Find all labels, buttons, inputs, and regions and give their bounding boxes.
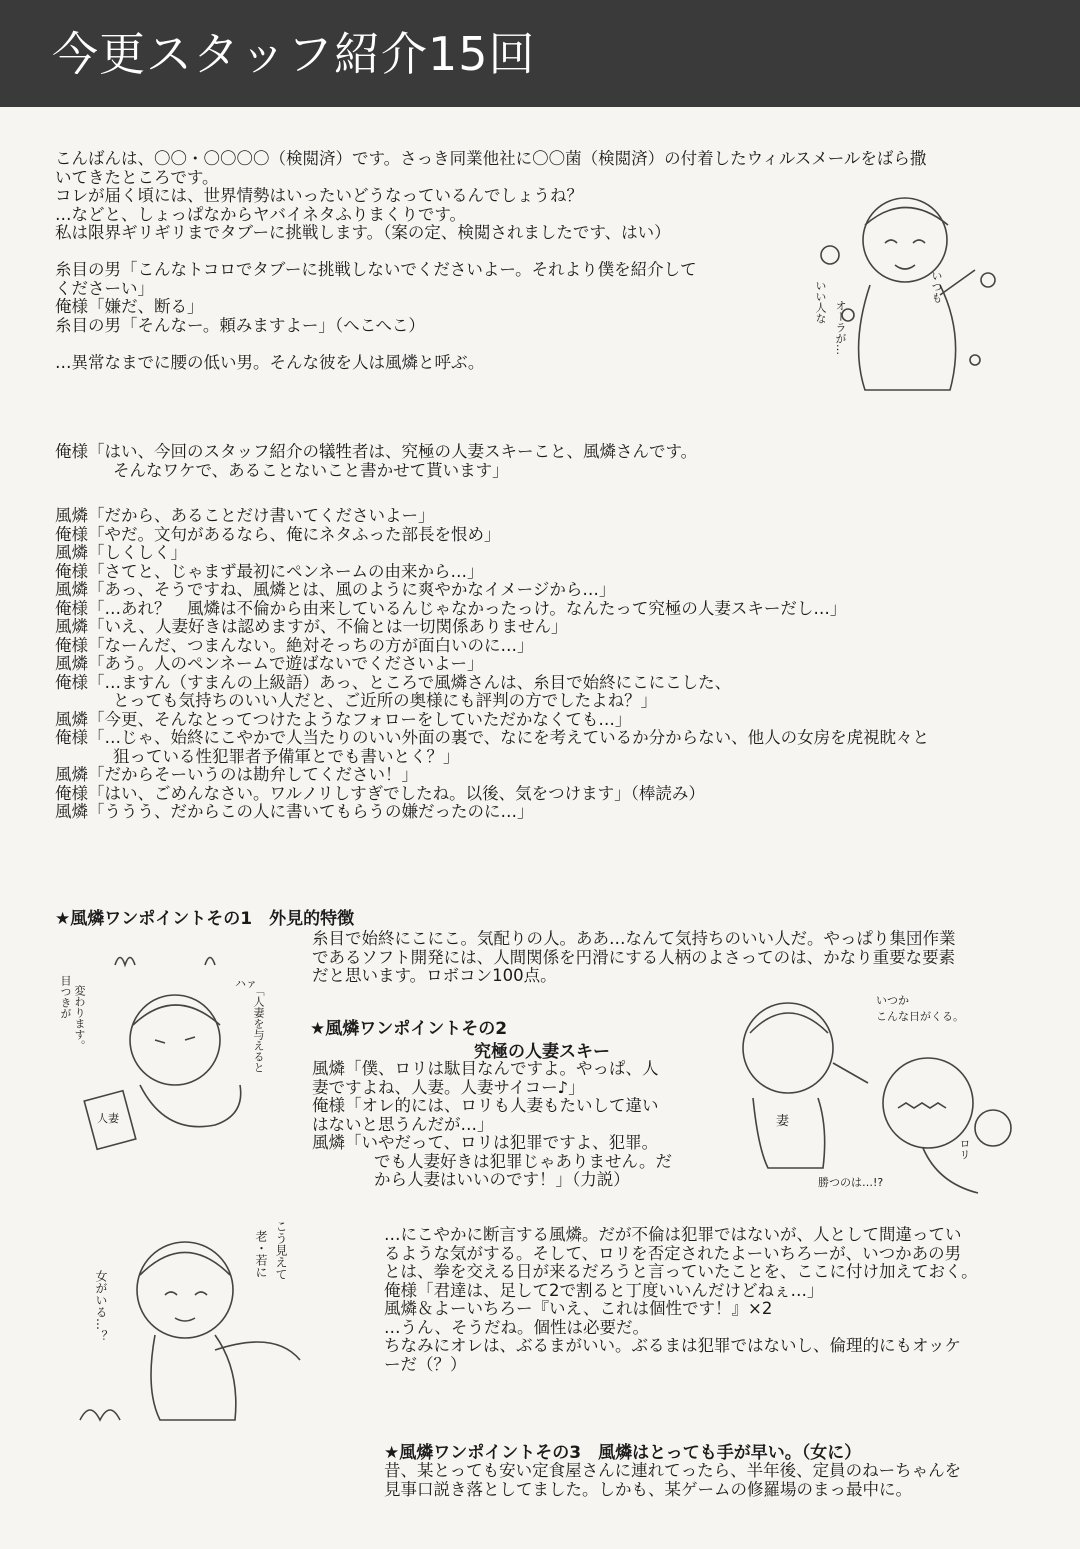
point2-followup (384, 1226, 978, 1374)
text-line: るような気がする。そして、ロリを否定されたよーいちろーが、いつかあの男 (384, 1243, 962, 1263)
text-line (55, 243, 926, 262)
text-line: 糸目の男「こんなトコロでタブーに挑戦しないでくださいよー。それより僕を紹介して (55, 260, 697, 279)
text-line: 風燐「あっ、そうですね、風燐とは、風のように爽やかなイメージから…」 (55, 580, 616, 599)
text-line: コレが届く頃には、世界情勢はいったいどうなっているんでしょうね？ (55, 186, 583, 205)
sketch-note: 変わります。 (73, 985, 86, 1051)
text-line: 俺様「はい、ごめんなさい。ワルノリしすぎでしたね。以後、気をつけます」（棒読み） (55, 783, 705, 803)
sketch-running-man-illustration (65, 1220, 365, 1465)
text-line: …異常なまでに腰の低い男。そんな彼を人は風燐と呼ぶ。 (55, 352, 485, 372)
text-line: …などと、しょっぱなからヤバイネタふりまくりです。 (55, 204, 467, 224)
sketch-note: 人妻 (97, 1112, 119, 1125)
text-line: とは、拳を交える日が来るだろうと言っていたことを、ここに付け加えておく。 (384, 1262, 978, 1281)
text-line: いてきたところです。 (55, 167, 219, 187)
sketch-note: 目つきが (59, 975, 72, 1019)
sketch-note: いい人な (814, 280, 827, 324)
text-line: 俺様「オレ的には、ロリも人妻もたいして違い (312, 1096, 659, 1115)
text-line: 風燐「いやだって、ロリは犯罪ですよ、犯罪。 (312, 1133, 659, 1152)
text-line: 俺様「やだ。文句があるなら、俺にネタふった部長を恨め」 (55, 524, 501, 544)
text-line: 糸目の男「そんなー。頼みますよー」（へこへこ） (55, 315, 425, 335)
text-line: 俺様「…ますん（すまんの上級語）あっ、ところで風燐さんは、糸目で始終にこにこした、 (55, 672, 732, 692)
sketch-note: いつも (930, 270, 943, 303)
point2-heading: ★風燐ワンポイントその2 (310, 1019, 508, 1039)
text-line: はないと思うんだが…」 (312, 1114, 494, 1134)
text-line: 俺様「さてと、じゃまず最初にペンネームの由来から…」 (55, 561, 484, 581)
sketch-fight-illustration (728, 988, 1018, 1203)
text-line: 妻ですよね、人妻。人妻サイコー♪」 (312, 1077, 585, 1097)
intro-text (55, 150, 926, 372)
text-line: 俺様「…あれ？ 風燐は不倫から由来しているんじゃなかったっけ。なんたって究極の人妻スキーだし…」 (55, 598, 847, 618)
text-line: ちなみにオレは、ぶるまがいい。ぶるまは犯罪ではないし、倫理的にもオッケ (384, 1336, 962, 1355)
sketch-note: 「人妻を与えると (252, 985, 265, 1073)
text-line: 風燐「ううう、だからこの人に書いてもらうの嫌だったのに…」 (55, 802, 534, 821)
sketch-note: いつか (876, 994, 909, 1007)
text-line: 俺様「はい、今回のスタッフ紹介の犠牲者は、究極の人妻スキーこと、風燐さんです。 (55, 442, 698, 461)
text-line: 昔、某とっても安い定食屋さんに連れてったら、半年後、定員のねーちゃんを (384, 1461, 962, 1480)
text-line: 糸目で始終にこにこ。気配りの人。ああ…なんて気持ちのいい人だ。やっぱり集団作業 (312, 929, 956, 948)
text-line: 俺様「…じゃ、始終にこやかで人当たりのいい外面の裏で、なにを考えているか分からない、他人の女房を虎視眈々と (55, 728, 930, 747)
text-line: 風燐「いえ、人妻好きは認めますが、不倫とは一切関係ありません」 (55, 617, 568, 636)
sketch-note: こう見えて (274, 1220, 288, 1280)
sketch-note: 女がいる…？ (94, 1270, 108, 1342)
text-line: だと思います。ロボコン100点。 (312, 966, 557, 985)
text-line: 風燐「だからそーいうのは勘弁してください！」 (55, 765, 418, 784)
text-line: こんばんは、〇〇・〇〇〇〇（検閲済）です。さっき同業他社に〇〇菌（検閲済）の付着したウィルスメールをばら撒 (55, 149, 927, 168)
sketch-note: 妻 (776, 1114, 790, 1129)
text-line (55, 335, 926, 354)
sketch-book-reader-illustration (55, 945, 295, 1155)
sketch-note: ロリ (958, 1138, 971, 1160)
text-line: そんなワケで、あることないこと書かせて貰います」 (113, 460, 509, 480)
text-line: 風燐「今更、そんなとってつけたようなフォローをしていただかなくても…」 (55, 709, 632, 729)
text-line: 狙っている性犯罪者予備軍とでも書いとく？」 (113, 746, 460, 766)
text-line: ーだ（？） (384, 1354, 467, 1374)
sketch-note: ハァ (235, 977, 257, 990)
sketch-note: 老・若に (254, 1230, 268, 1278)
sketch-smiling-man-illustration (810, 185, 1010, 415)
sketch-note: オーラが… (834, 300, 847, 355)
text-line: 俺様「なーんだ、つまんない。絶対そっちの方が面白いのに…」 (55, 635, 534, 655)
text-line: であるソフト開発には、人間関係を円滑にする人柄のよさってのは、かなり重要な要素 (312, 947, 956, 967)
point2-body (312, 1060, 672, 1190)
text-line: 見事口説き落としてました。しかも、某ゲームの修羅場のまっ最中に。 (384, 1479, 912, 1499)
title-bar (0, 0, 1080, 107)
text-line: …うん、そうだね。個性は必要だ。 (384, 1317, 649, 1337)
point1-body (312, 930, 956, 986)
sketch-note: こんな日がくる。 (876, 1010, 964, 1023)
dialog-main (55, 507, 929, 822)
text-line: でも人妻好きは犯罪じゃありません。だ (374, 1151, 672, 1171)
dialog-opening (55, 443, 697, 480)
point2-subheading: 究極の人妻スキー (474, 1042, 610, 1062)
text-line: 私は限界ギリギリまでタブーに挑戦します。（案の定、検閲されましたです、はい） (55, 223, 671, 242)
point1-heading: ★風燐ワンポイントその1 外見的特徴 (55, 909, 355, 929)
text-line: 俺様「君達は、足して2で割ると丁度いいんだけどねぇ…」 (384, 1280, 824, 1300)
text-line: 風燐「あう。人のペンネームで遊ばないでくださいよー」 (55, 654, 484, 673)
point3-body (384, 1462, 961, 1499)
point3-heading: ★風燐ワンポイントその3 風燐はとっても手が早い。（女に） (384, 1443, 862, 1463)
text-line: 俺様「嫌だ、断る」 (55, 297, 204, 316)
text-line: くださーい」 (55, 278, 154, 298)
text-line: から人妻はいいのです！」（力説） (374, 1170, 630, 1189)
text-line: 風燐「だから、あることだけ書いてくださいよー」 (55, 506, 435, 525)
text-line: とっても気持ちのいい人だと、ご近所の奥様にも評判の方でしたよね？」 (113, 691, 658, 710)
text-line: 風燐＆よーいちろー『いえ、これは個性です！』×2 (384, 1299, 773, 1318)
page-title: 今更スタッフ紹介15回 (52, 27, 536, 81)
sketch-note: 勝つのは…!? (818, 1176, 884, 1189)
text-line: 風燐「しくしく」 (55, 543, 187, 562)
text-line: …にこやかに断言する風燐。だが不倫は犯罪ではないが、人として間違ってい (384, 1225, 962, 1244)
text-line: 風燐「僕、ロリは駄目なんですよ。やっぱ、人 (312, 1059, 659, 1078)
